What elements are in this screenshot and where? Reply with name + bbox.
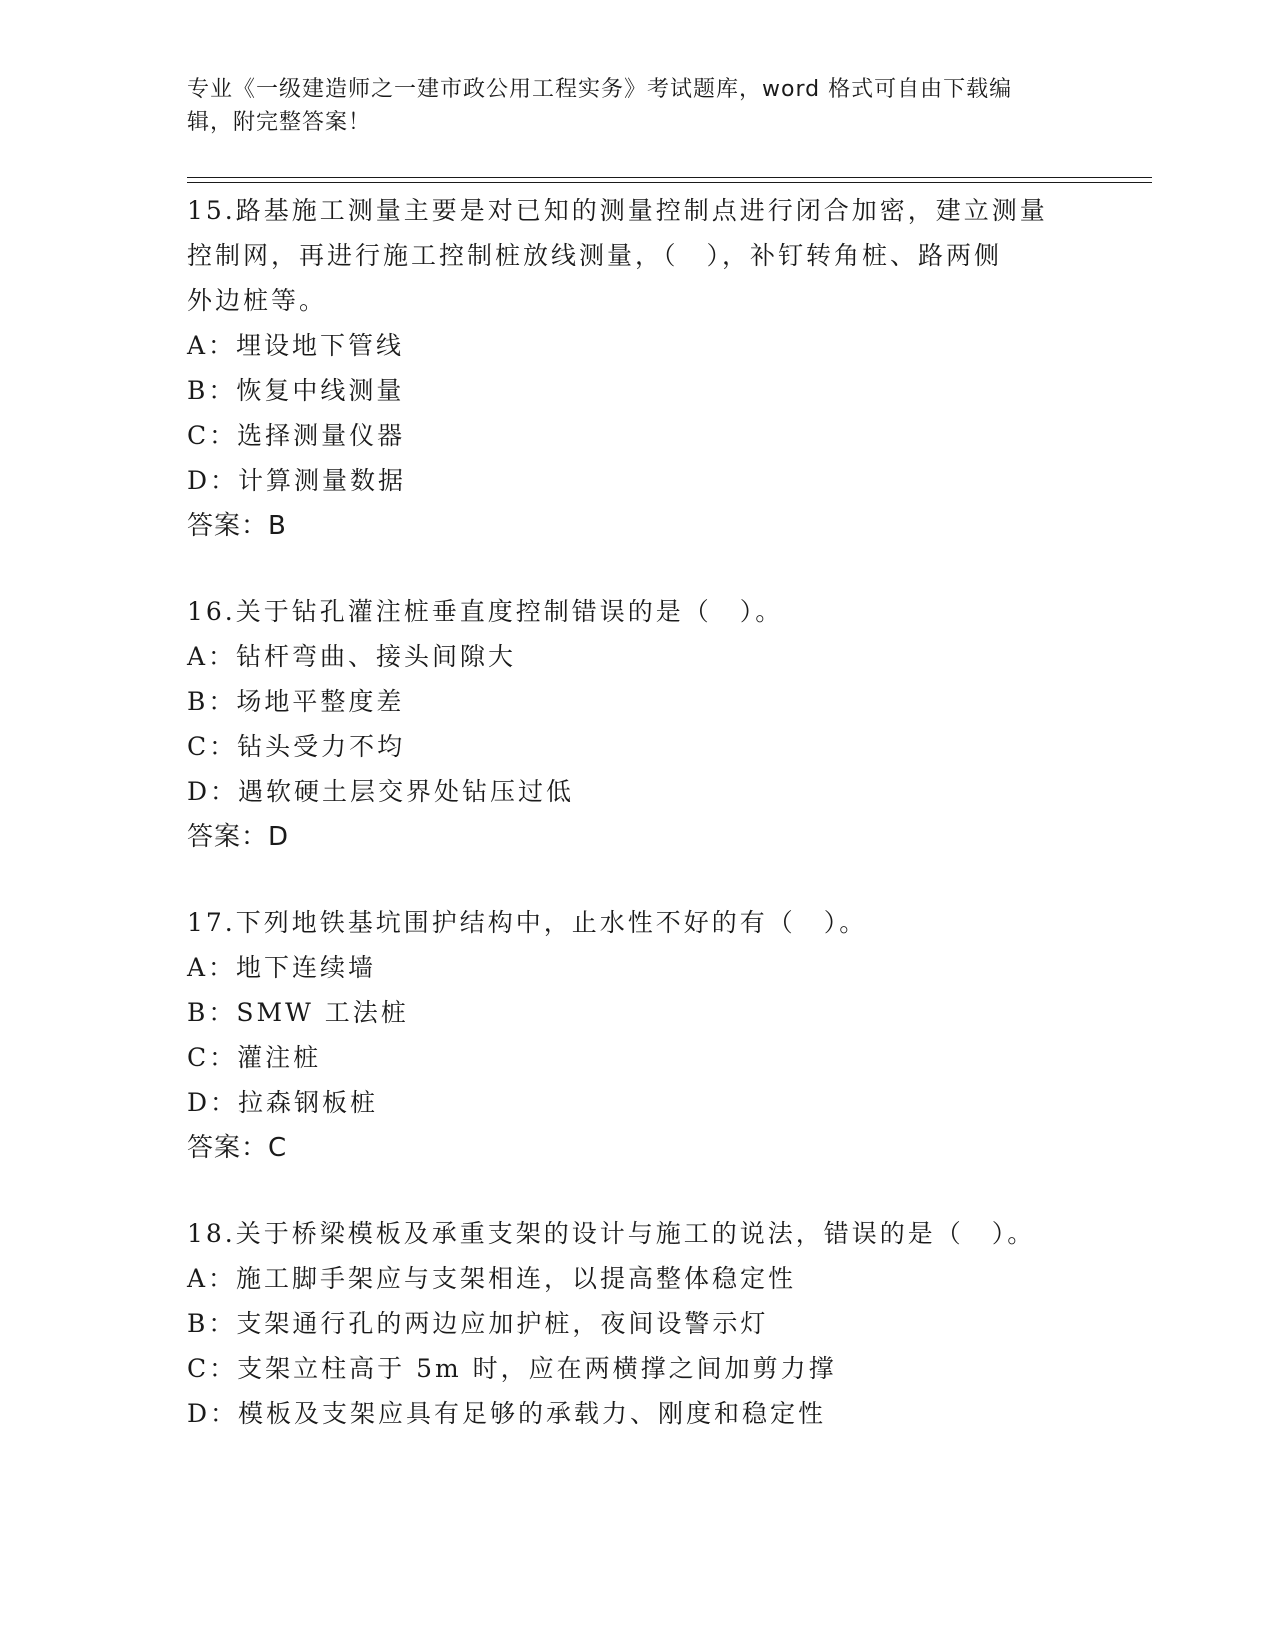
option-b: B：支架通行孔的两边应加护桩，夜间设警示灯 <box>187 1309 769 1338</box>
header-divider-bottom <box>187 182 1152 183</box>
question-list <box>187 188 1087 1475</box>
option-d: D：遇软硬土层交界处钻压过低 <box>187 777 575 806</box>
option-a: A：施工脚手架应与支架相连，以提高整体稳定性 <box>187 1264 797 1293</box>
header-line-1: 专业《一级建造师之一建市政公用工程实务》考试题库，word 格式可自由下载编 <box>187 77 1013 102</box>
option-b: B：场地平整度差 <box>187 687 405 716</box>
header-divider-top <box>187 177 1152 178</box>
question-18 <box>187 1211 1087 1436</box>
question-stem-line: 控制网，再进行施工控制桩放线测量，（ ），补钉转角桩、路两侧 <box>187 241 1003 270</box>
option-b: B：SMW 工法桩 <box>187 998 409 1027</box>
option-c: C：灌注桩 <box>187 1043 322 1072</box>
answer-line: 答案：C <box>187 1133 288 1163</box>
option-a: A：地下连续墙 <box>187 953 377 982</box>
option-d: D：拉森钢板桩 <box>187 1088 379 1117</box>
question-17 <box>187 900 1087 1172</box>
answer-line: 答案：D <box>187 822 290 852</box>
question-stem-line: 15.路基施工测量主要是对已知的测量控制点进行闭合加密，建立测量 <box>187 196 1048 225</box>
option-a: A：埋设地下管线 <box>187 331 405 360</box>
option-c: C：支架立柱高于 5m 时，应在两横撑之间加剪力撑 <box>187 1354 837 1383</box>
header-line-2: 辑，附完整答案！ <box>187 110 372 135</box>
question-stem-line: 外边桩等。 <box>187 286 328 315</box>
option-c: C：钻头受力不均 <box>187 732 406 761</box>
option-b: B：恢复中线测量 <box>187 376 405 405</box>
document-header <box>187 73 1067 139</box>
question-15 <box>187 188 1087 550</box>
question-16 <box>187 589 1087 861</box>
option-d: D：模板及支架应具有足够的承载力、刚度和稳定性 <box>187 1399 827 1428</box>
option-a: A：钻杆弯曲、接头间隙大 <box>187 642 517 671</box>
option-d: D：计算测量数据 <box>187 466 407 495</box>
question-stem-line: 17.下列地铁基坑围护结构中，止水性不好的有（ ）。 <box>187 908 868 937</box>
question-stem-line: 18.关于桥梁模板及承重支架的设计与施工的说法，错误的是（ ）。 <box>187 1219 1036 1248</box>
option-c: C：选择测量仪器 <box>187 421 406 450</box>
answer-line: 答案：B <box>187 511 287 541</box>
question-stem-line: 16.关于钻孔灌注桩垂直度控制错误的是（ ）。 <box>187 597 784 626</box>
